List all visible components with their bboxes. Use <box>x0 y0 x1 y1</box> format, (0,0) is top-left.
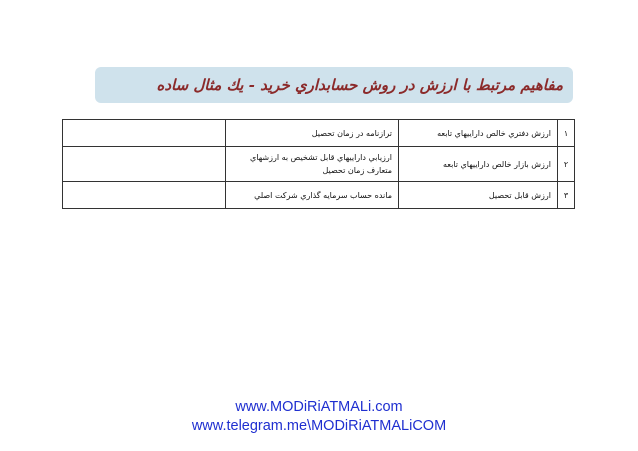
slide-title: مفاهيم مرتبط با ارزش در روش حسابداري خريد - يك مثال ساده <box>156 76 563 94</box>
concept-cell: ارزش بازار خالص داراييهاي تابعه <box>399 147 558 182</box>
concepts-table <box>62 119 575 209</box>
row-number: ٢ <box>558 147 575 182</box>
table-row <box>63 147 575 182</box>
extra-cell <box>63 147 226 182</box>
concept-cell: ارزش قابل تحصيل <box>399 182 558 209</box>
title-banner <box>95 67 573 103</box>
row-number: ٣ <box>558 182 575 209</box>
row-number: ١ <box>558 120 575 147</box>
basis-cell: ارزيابي داراييهاي قابل تشخيص به ارزشهاي متعارف زمان تحصيل <box>226 147 399 182</box>
basis-cell: مانده حساب سرمايه گذاري شركت اصلي <box>226 182 399 209</box>
website-link[interactable]: www.MODiRiATMALi.com <box>235 399 403 415</box>
basis-cell: ترازنامه در زمان تحصيل <box>226 120 399 147</box>
extra-cell <box>63 120 226 147</box>
table-row <box>63 120 575 147</box>
table-row <box>63 182 575 209</box>
telegram-link[interactable]: www.telegram.me\MODiRiATMALiCOM <box>191 418 447 434</box>
concept-cell: ارزش دفتري خالص داراييهاي تابعه <box>399 120 558 147</box>
extra-cell <box>63 182 226 209</box>
footer-links <box>0 398 638 436</box>
